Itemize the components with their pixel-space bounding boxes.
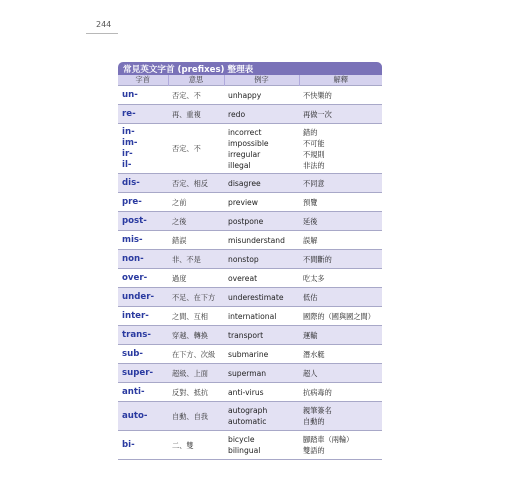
example-cell	[224, 193, 299, 212]
meaning-cell: 錯誤	[168, 231, 224, 250]
meaning-cell: 否定、不	[168, 124, 224, 174]
gloss-cell	[299, 326, 382, 345]
prefix-cell	[118, 124, 168, 174]
example-word: transport	[228, 330, 264, 340]
gloss-cell	[299, 193, 382, 212]
prefix-cell	[118, 345, 168, 364]
meaning-cell: 非、不是	[168, 250, 224, 269]
gloss-cell	[299, 402, 382, 431]
table-row	[118, 105, 382, 124]
table-title: 常見英文字首 (prefixes) 整理表	[118, 62, 382, 75]
example-word: misunderstand	[228, 235, 285, 245]
example-cell	[224, 345, 299, 364]
gloss-text: 不快樂的	[303, 90, 332, 100]
prefix-text: bi-	[122, 439, 135, 450]
gloss-cell	[299, 288, 382, 307]
prefix-text: un-	[122, 89, 138, 100]
prefix-cell	[118, 326, 168, 345]
example-word: bicycle	[228, 435, 255, 444]
prefix-cell	[118, 269, 168, 288]
page-number: 244	[96, 20, 112, 29]
gloss-cell	[299, 231, 382, 250]
table-row	[118, 212, 382, 231]
gloss-text: 不間斷的	[303, 254, 332, 264]
gloss-text: 吃太多	[303, 273, 325, 283]
example-word: unhappy	[228, 90, 262, 100]
prefix-text: dis-	[122, 177, 140, 188]
gloss-text: 非法的	[303, 160, 325, 170]
prefix-cell	[118, 364, 168, 383]
example-cell	[224, 269, 299, 288]
table-row	[118, 269, 382, 288]
meaning-cell: 不足、在下方	[168, 288, 224, 307]
meaning-cell: 之前	[168, 193, 224, 212]
gloss-cell	[299, 250, 382, 269]
prefix-cell	[118, 288, 168, 307]
gloss-text: 雙語的	[303, 446, 325, 455]
meaning-cell: 之後	[168, 212, 224, 231]
header-prefix: 字首	[118, 75, 168, 86]
meaning-cell: 之間、互相	[168, 307, 224, 326]
table-row	[118, 174, 382, 193]
prefix-text: re-	[122, 108, 136, 119]
gloss-cell	[299, 86, 382, 105]
table-row	[118, 124, 382, 174]
prefix-table	[118, 75, 382, 460]
table-row	[118, 193, 382, 212]
table-row	[118, 364, 382, 383]
example-word: postpone	[228, 216, 264, 226]
gloss-cell	[299, 383, 382, 402]
example-word: superman	[228, 368, 267, 378]
example-cell	[224, 431, 299, 460]
example-cell	[224, 326, 299, 345]
gloss-cell	[299, 174, 382, 193]
prefix-cell	[118, 402, 168, 431]
table-row	[118, 345, 382, 364]
header-meaning: 意思	[168, 75, 224, 86]
gloss-text: 低估	[303, 292, 318, 302]
example-word: bilingual	[228, 446, 261, 455]
gloss-text: 親筆簽名	[303, 406, 332, 415]
prefix-cell	[118, 212, 168, 231]
prefix-text: ir-	[122, 148, 133, 159]
table-header-row	[118, 75, 382, 86]
table-row	[118, 250, 382, 269]
example-word: disagree	[228, 178, 261, 188]
prefix-text: mis-	[122, 234, 143, 245]
table-row	[118, 86, 382, 105]
page-number-rule	[86, 33, 118, 34]
example-word: submarine	[228, 349, 269, 359]
meaning-cell: 穿越、轉換	[168, 326, 224, 345]
example-cell	[224, 364, 299, 383]
gloss-text: 國際的（國與國之間）	[303, 311, 375, 321]
prefix-text: super-	[122, 367, 154, 378]
table-row	[118, 307, 382, 326]
example-word: overeat	[228, 273, 258, 283]
example-word: nonstop	[228, 254, 259, 264]
prefix-text: in-	[122, 126, 135, 137]
example-word: preview	[228, 197, 258, 207]
example-cell	[224, 124, 299, 174]
prefix-text: auto-	[122, 410, 148, 421]
gloss-text: 潛水艇	[303, 349, 325, 359]
example-word: irregular	[228, 149, 261, 159]
prefix-text: pre-	[122, 196, 142, 207]
gloss-text: 超人	[303, 368, 318, 378]
gloss-text: 抗病毒的	[303, 387, 332, 397]
gloss-cell	[299, 124, 382, 174]
gloss-text: 不同意	[303, 178, 325, 188]
example-cell	[224, 383, 299, 402]
prefix-cell	[118, 174, 168, 193]
example-word: automatic	[228, 417, 267, 426]
prefix-text: post-	[122, 215, 147, 226]
example-word: impossible	[228, 138, 269, 148]
meaning-cell: 否定、相反	[168, 174, 224, 193]
example-word: anti-virus	[228, 387, 264, 397]
prefix-cell	[118, 193, 168, 212]
prefix-cell	[118, 86, 168, 105]
header-gloss: 解釋	[299, 75, 382, 86]
prefix-text: anti-	[122, 386, 145, 397]
prefix-text: over-	[122, 272, 148, 283]
prefix-text: under-	[122, 291, 155, 302]
prefix-text: il-	[122, 159, 132, 170]
gloss-cell	[299, 269, 382, 288]
gloss-cell	[299, 105, 382, 124]
header-example: 例字	[224, 75, 299, 86]
example-word: redo	[228, 109, 246, 119]
gloss-text: 錯的	[303, 127, 318, 137]
meaning-cell: 反對、抵抗	[168, 383, 224, 402]
table-row	[118, 431, 382, 460]
example-word: illegal	[228, 160, 251, 170]
gloss-cell	[299, 364, 382, 383]
gloss-text: 預覽	[303, 197, 318, 207]
gloss-cell	[299, 431, 382, 460]
meaning-cell: 否定、不	[168, 86, 224, 105]
table-row	[118, 383, 382, 402]
prefix-text: inter-	[122, 310, 149, 321]
gloss-text: 再做一次	[303, 109, 332, 119]
prefix-cell	[118, 431, 168, 460]
example-word: autograph	[228, 406, 268, 415]
prefix-cell	[118, 307, 168, 326]
meaning-cell: 超級、上面	[168, 364, 224, 383]
example-cell	[224, 231, 299, 250]
prefix-cell	[118, 231, 168, 250]
prefix-text: trans-	[122, 329, 151, 340]
example-word: international	[228, 311, 277, 321]
example-cell	[224, 174, 299, 193]
meaning-cell: 自動、自我	[168, 402, 224, 431]
table-row	[118, 231, 382, 250]
gloss-text: 腳踏車（兩輪）	[303, 435, 354, 444]
prefix-cell	[118, 250, 168, 269]
meaning-cell: 過度	[168, 269, 224, 288]
gloss-text: 延後	[303, 216, 318, 226]
gloss-text: 誤解	[303, 235, 318, 245]
gloss-text: 自動的	[303, 417, 325, 426]
prefix-text: sub-	[122, 348, 143, 359]
table-row	[118, 326, 382, 345]
example-cell	[224, 250, 299, 269]
example-cell	[224, 212, 299, 231]
meaning-cell: 二、雙	[168, 431, 224, 460]
prefix-table-container	[118, 62, 382, 460]
gloss-text: 不可能	[303, 138, 325, 148]
prefix-text: non-	[122, 253, 144, 264]
prefix-text: im-	[122, 137, 138, 148]
prefix-cell	[118, 105, 168, 124]
gloss-cell	[299, 212, 382, 231]
example-cell	[224, 307, 299, 326]
gloss-cell	[299, 307, 382, 326]
meaning-cell: 在下方、次級	[168, 345, 224, 364]
example-cell	[224, 105, 299, 124]
meaning-cell: 再、重複	[168, 105, 224, 124]
example-word: underestimate	[228, 292, 284, 302]
example-cell	[224, 86, 299, 105]
gloss-cell	[299, 345, 382, 364]
table-row	[118, 288, 382, 307]
gloss-text: 運輸	[303, 330, 318, 340]
prefix-cell	[118, 383, 168, 402]
gloss-text: 不規則	[303, 149, 325, 159]
example-word: incorrect	[228, 127, 262, 137]
example-cell	[224, 402, 299, 431]
example-cell	[224, 288, 299, 307]
table-row	[118, 402, 382, 431]
